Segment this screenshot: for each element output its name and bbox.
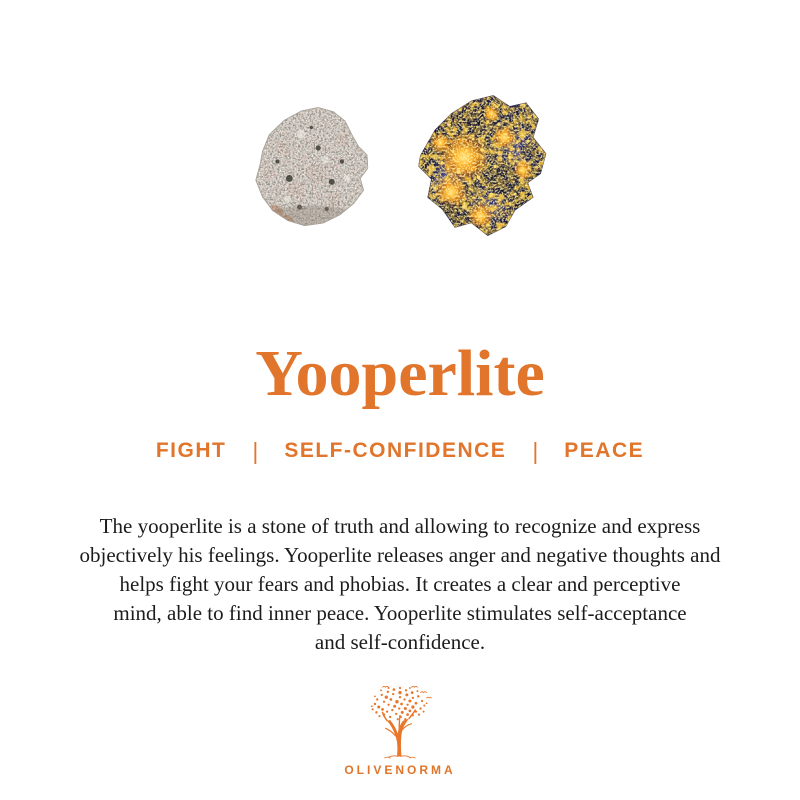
brand-name: OLIVENORMA bbox=[344, 763, 456, 777]
stone-images-row bbox=[0, 0, 800, 248]
page-title: Yooperlite bbox=[255, 337, 545, 410]
description-line: objectively his feelings. Yooperlite releases anger and negative thoughts and bbox=[79, 543, 721, 567]
trait-fight: FIGHT bbox=[155, 439, 227, 462]
trait-separator-icon: | bbox=[532, 438, 539, 464]
natural-stone-image bbox=[240, 97, 376, 237]
description-line: mind, able to find inner peace. Yooperlite stimulates self-acceptance bbox=[113, 601, 687, 625]
brand-logo bbox=[0, 685, 800, 777]
olive-tree-logo-icon bbox=[356, 685, 444, 761]
trait-peace: PEACE bbox=[564, 439, 645, 462]
trait-self-confidence: SELF-CONFIDENCE bbox=[284, 439, 507, 462]
glowing-stone-image bbox=[400, 84, 560, 248]
trait-separator-icon: | bbox=[252, 438, 259, 464]
description-line: and self-confidence. bbox=[314, 630, 486, 654]
description-line: helps fight your fears and phobias. It creates a clear and perceptive bbox=[119, 572, 681, 596]
description-text bbox=[10, 512, 790, 657]
traits-row bbox=[0, 438, 800, 464]
description-line: The yooperlite is a stone of truth and allowing to recognize and express bbox=[99, 514, 701, 538]
